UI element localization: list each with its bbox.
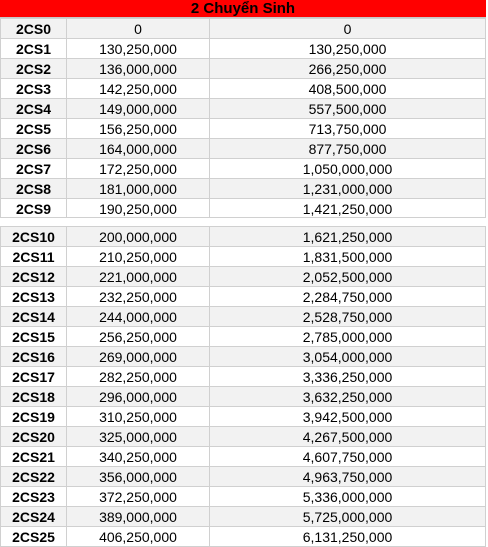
level-cost-cell[interactable]: 149,000,000 [67,99,210,119]
table-row [1,387,486,407]
cumulative-total-cell[interactable]: 3,942,500,000 [210,407,486,427]
table-row [1,119,486,139]
cumulative-total-cell[interactable]: 1,231,000,000 [210,179,486,199]
table-row [1,487,486,507]
cumulative-total-cell[interactable]: 4,963,750,000 [210,467,486,487]
table-row [1,199,486,219]
table-body-top [1,19,486,219]
rebirth-level-cell[interactable]: 2CS13 [1,287,67,307]
level-cost-cell[interactable]: 282,250,000 [67,367,210,387]
cumulative-total-cell[interactable]: 3,336,250,000 [210,367,486,387]
level-cost-cell[interactable]: 372,250,000 [67,487,210,507]
rebirth-level-cell[interactable]: 2CS8 [1,179,67,199]
cumulative-total-cell[interactable]: 713,750,000 [210,119,486,139]
cumulative-total-cell[interactable]: 1,421,250,000 [210,199,486,219]
table-row [1,427,486,447]
rebirth-level-cell[interactable]: 2CS11 [1,247,67,267]
rebirth-level-cell[interactable]: 2CS24 [1,507,67,527]
table-row [1,139,486,159]
table-row [1,19,486,39]
table-row [1,307,486,327]
level-cost-cell[interactable]: 296,000,000 [67,387,210,407]
cumulative-total-cell[interactable]: 557,500,000 [210,99,486,119]
rebirth-level-cell[interactable]: 2CS12 [1,267,67,287]
rebirth-level-cell[interactable]: 2CS1 [1,39,67,59]
cumulative-total-cell[interactable]: 5,336,000,000 [210,487,486,507]
rebirth-level-cell[interactable]: 2CS22 [1,467,67,487]
level-cost-cell[interactable]: 172,250,000 [67,159,210,179]
cumulative-total-cell[interactable]: 2,284,750,000 [210,287,486,307]
rebirth-level-cell[interactable]: 2CS4 [1,99,67,119]
cumulative-total-cell[interactable]: 6,131,250,000 [210,527,486,547]
rebirth-level-cell[interactable]: 2CS20 [1,427,67,447]
table-row [1,507,486,527]
rebirth-level-cell[interactable]: 2CS21 [1,447,67,467]
table-row [1,347,486,367]
table-row [1,39,486,59]
table-row [1,99,486,119]
cumulative-total-cell[interactable]: 5,725,000,000 [210,507,486,527]
level-cost-cell[interactable]: 0 [67,19,210,39]
cumulative-total-cell[interactable]: 130,250,000 [210,39,486,59]
level-cost-cell[interactable]: 136,000,000 [67,59,210,79]
level-cost-cell[interactable]: 164,000,000 [67,139,210,159]
cumulative-total-cell[interactable]: 2,528,750,000 [210,307,486,327]
rebirth-level-cell[interactable]: 2CS15 [1,327,67,347]
table-row [1,287,486,307]
level-cost-cell[interactable]: 340,250,000 [67,447,210,467]
level-cost-cell[interactable]: 156,250,000 [67,119,210,139]
cumulative-total-cell[interactable]: 3,632,250,000 [210,387,486,407]
rebirth-level-cell[interactable]: 2CS19 [1,407,67,427]
level-cost-cell[interactable]: 244,000,000 [67,307,210,327]
table-row [1,227,486,247]
table-body-bottom [1,227,486,547]
cumulative-total-cell[interactable]: 1,621,250,000 [210,227,486,247]
rebirth-table-bottom [0,226,486,547]
rebirth-level-cell[interactable]: 2CS14 [1,307,67,327]
sheet-title: 2 Chuyển Sinh [0,0,486,18]
cumulative-total-cell[interactable]: 266,250,000 [210,59,486,79]
level-cost-cell[interactable]: 310,250,000 [67,407,210,427]
level-cost-cell[interactable]: 130,250,000 [67,39,210,59]
level-cost-cell[interactable]: 142,250,000 [67,79,210,99]
rebirth-table-top [0,18,486,219]
table-row [1,179,486,199]
table-row [1,467,486,487]
cumulative-total-cell[interactable]: 877,750,000 [210,139,486,159]
cumulative-total-cell[interactable]: 408,500,000 [210,79,486,99]
rebirth-level-cell[interactable]: 2CS6 [1,139,67,159]
level-cost-cell[interactable]: 190,250,000 [67,199,210,219]
rebirth-level-cell[interactable]: 2CS23 [1,487,67,507]
cumulative-total-cell[interactable]: 2,052,500,000 [210,267,486,287]
cumulative-total-cell[interactable]: 1,831,500,000 [210,247,486,267]
table-row [1,267,486,287]
level-cost-cell[interactable]: 181,000,000 [67,179,210,199]
rebirth-level-cell[interactable]: 2CS2 [1,59,67,79]
table-row [1,407,486,427]
table-row [1,447,486,467]
rebirth-level-cell[interactable]: 2CS0 [1,19,67,39]
rebirth-level-cell[interactable]: 2CS9 [1,199,67,219]
rebirth-level-cell[interactable]: 2CS5 [1,119,67,139]
level-cost-cell[interactable]: 325,000,000 [67,427,210,447]
level-cost-cell[interactable]: 356,000,000 [67,467,210,487]
rebirth-level-cell[interactable]: 2CS10 [1,227,67,247]
rebirth-level-cell[interactable]: 2CS18 [1,387,67,407]
level-cost-cell[interactable]: 232,250,000 [67,287,210,307]
cumulative-total-cell[interactable]: 3,054,000,000 [210,347,486,367]
cumulative-total-cell[interactable]: 4,267,500,000 [210,427,486,447]
level-cost-cell[interactable]: 200,000,000 [67,227,210,247]
cumulative-total-cell[interactable]: 2,785,000,000 [210,327,486,347]
table-row [1,159,486,179]
table-row [1,247,486,267]
level-cost-cell[interactable]: 221,000,000 [67,267,210,287]
rebirth-level-cell[interactable]: 2CS3 [1,79,67,99]
table-row [1,327,486,347]
rebirth-level-cell[interactable]: 2CS7 [1,159,67,179]
rebirth-level-cell[interactable]: 2CS25 [1,527,67,547]
level-cost-cell[interactable]: 210,250,000 [67,247,210,267]
table-row [1,59,486,79]
table-row [1,79,486,99]
level-cost-cell[interactable]: 406,250,000 [67,527,210,547]
rebirth-level-cell[interactable]: 2CS17 [1,367,67,387]
level-cost-cell[interactable]: 389,000,000 [67,507,210,527]
cumulative-total-cell[interactable]: 0 [210,19,486,39]
cumulative-total-cell[interactable]: 4,607,750,000 [210,447,486,467]
table-divider [0,217,486,226]
rebirth-level-cell[interactable]: 2CS16 [1,347,67,367]
level-cost-cell[interactable]: 269,000,000 [67,347,210,367]
level-cost-cell[interactable]: 256,250,000 [67,327,210,347]
table-row [1,367,486,387]
cumulative-total-cell[interactable]: 1,050,000,000 [210,159,486,179]
